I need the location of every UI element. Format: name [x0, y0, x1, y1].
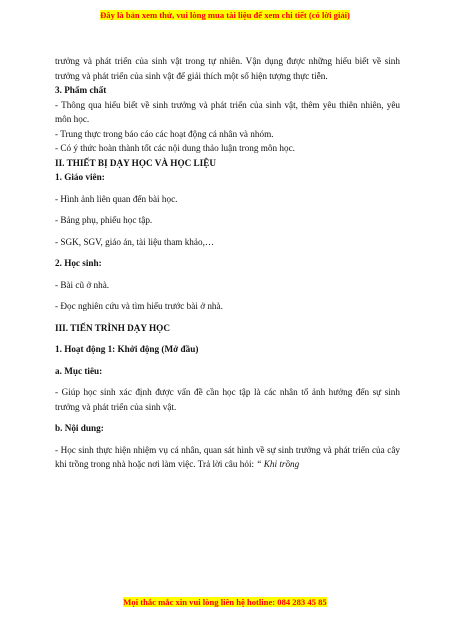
- paragraph-text: - Có ý thức hoàn thành tốt các nội dung thảo luận trong môn học.: [55, 143, 295, 153]
- list-item-text: - SGK, SGV, giáo án, tài liệu tham khảo,…: [55, 236, 215, 247]
- hotline-banner: [0, 597, 450, 607]
- heading-text: 3. Phẩm chất: [55, 85, 107, 95]
- paragraph: [55, 54, 400, 83]
- paragraph-text: - Giúp học sinh xác định được vấn đề cần học tập là các nhân tố ảnh hưởng đến sự sinh trưởng và phát triển của sinh vật.: [55, 387, 400, 412]
- paragraph: [55, 98, 400, 127]
- list-item: [55, 278, 400, 293]
- list-item: [55, 192, 400, 207]
- subsection-heading: [55, 170, 400, 185]
- paragraph-text: - Thông qua hiểu biết về sinh trưởng và phát triển của sinh vật, thêm yêu thiên nhiên, yêu môn học.: [55, 99, 400, 124]
- heading-text: b. Nội dung:: [55, 423, 104, 433]
- subsection-heading: [55, 421, 400, 436]
- subsection-heading: [55, 342, 400, 357]
- list-item-text: - Bảng phụ, phiếu học tập.: [55, 215, 153, 225]
- paragraph: [55, 385, 400, 414]
- paragraph: [55, 443, 400, 472]
- section-heading: [55, 156, 400, 171]
- preview-notice-banner: [0, 10, 450, 20]
- italic-quote-text: “ Khi trồng: [256, 459, 300, 469]
- subsection-heading: [55, 364, 400, 379]
- heading-text: 1. Hoạt động 1: Khởi động (Mở đầu): [55, 344, 199, 354]
- section-heading: [55, 321, 400, 336]
- heading-text: 1. Giáo viên:: [55, 172, 105, 182]
- subsection-heading: [55, 256, 400, 271]
- paragraph: [55, 141, 400, 156]
- list-item: [55, 235, 400, 250]
- paragraph-text: trưởng và phát triển của sinh vật trong tự nhiên. Vận dụng được những hiểu biết về sinh trưởng và phát triển của sinh vật để giải thích một số hiện tượng thực tiễn.: [55, 56, 400, 81]
- list-item: [55, 213, 400, 228]
- document-body: [55, 54, 400, 472]
- list-item-text: - Đọc nghiên cứu và tìm hiểu trước bài ở nhà.: [55, 301, 223, 311]
- paragraph: [55, 127, 400, 142]
- list-item: [55, 299, 400, 314]
- list-item-text: - Hình ảnh liên quan đến bài học.: [55, 193, 178, 204]
- list-item-text: - Bài cũ ở nhà.: [55, 279, 110, 290]
- heading-text: II. THIẾT BỊ DẠY HỌC VÀ HỌC LIỆU: [55, 157, 216, 168]
- preview-notice-text: Đây là bản xem thử, vui lòng mua tài liệu để xem chi tiết (có lời giải): [100, 10, 350, 20]
- heading-text: III. TIẾN TRÌNH DẠY HỌC: [55, 322, 170, 333]
- section-heading: [55, 83, 400, 98]
- heading-text: a. Mục tiêu:: [55, 365, 103, 376]
- paragraph-text: - Trung thực trong báo cáo các hoạt động cá nhân và nhóm.: [55, 128, 274, 139]
- hotline-text: Mọi thắc mắc xin vui lòng liên hệ hotline: 084 283 45 85: [123, 597, 327, 607]
- heading-text: 2. Học sinh:: [55, 258, 102, 268]
- paragraph-text: - Học sinh thực hiện nhiệm vụ cá nhân, quan sát hình về sự sinh trưởng và phát triển của cây khi trồng trong nhà hoặc nơi làm việc. Trả lời câu hỏi:: [55, 444, 400, 469]
